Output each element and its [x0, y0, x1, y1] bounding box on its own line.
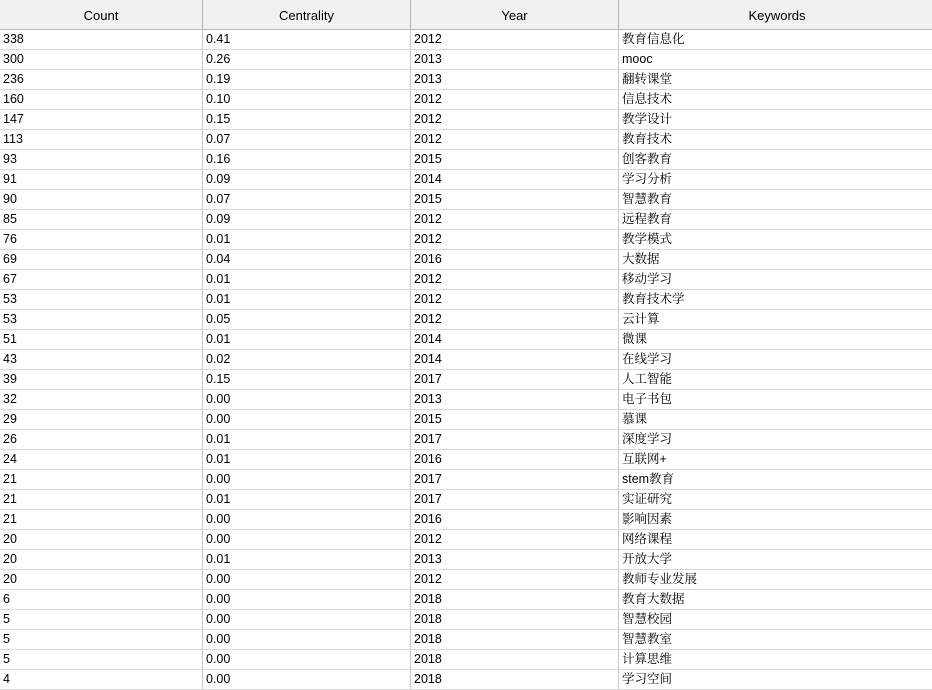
cell-count: 85 [0, 210, 203, 230]
cell-year: 2018 [411, 610, 619, 630]
cell-year: 2017 [411, 430, 619, 450]
column-header-year[interactable]: Year [411, 1, 619, 30]
table-row[interactable] [0, 650, 932, 670]
table-row[interactable] [0, 390, 932, 410]
cell-count: 93 [0, 150, 203, 170]
column-header-keywords[interactable]: Keywords [619, 1, 932, 30]
table-row[interactable] [0, 210, 932, 230]
cell-year: 2015 [411, 410, 619, 430]
cell-year: 2016 [411, 450, 619, 470]
cell-year: 2013 [411, 70, 619, 90]
cell-keyword: 信息技术 [619, 90, 932, 110]
cell-year: 2014 [411, 330, 619, 350]
cell-keyword: 翻转课堂 [619, 70, 932, 90]
cell-year: 2012 [411, 210, 619, 230]
cell-count: 53 [0, 310, 203, 330]
cell-centrality: 0.10 [203, 90, 411, 110]
cell-centrality: 0.16 [203, 150, 411, 170]
cell-centrality: 0.00 [203, 670, 411, 690]
table-row[interactable] [0, 670, 932, 690]
cell-year: 2016 [411, 250, 619, 270]
cell-centrality: 0.00 [203, 470, 411, 490]
cell-keyword: 云计算 [619, 310, 932, 330]
cell-keyword: 教育技术学 [619, 290, 932, 310]
cell-year: 2017 [411, 370, 619, 390]
cell-year: 2018 [411, 650, 619, 670]
table-header-row [0, 1, 932, 30]
cell-count: 4 [0, 670, 203, 690]
cell-keyword: 影响因素 [619, 510, 932, 530]
table-row[interactable] [0, 250, 932, 270]
cell-count: 21 [0, 510, 203, 530]
table-row[interactable] [0, 490, 932, 510]
table-row[interactable] [0, 310, 932, 330]
cell-count: 26 [0, 430, 203, 450]
cell-centrality: 0.01 [203, 450, 411, 470]
cell-centrality: 0.00 [203, 530, 411, 550]
cell-year: 2015 [411, 150, 619, 170]
cell-year: 2012 [411, 30, 619, 50]
table-row[interactable] [0, 590, 932, 610]
cell-count: 67 [0, 270, 203, 290]
table-row[interactable] [0, 230, 932, 250]
cell-keyword: 教师专业发展 [619, 570, 932, 590]
cell-centrality: 0.01 [203, 330, 411, 350]
cell-year: 2015 [411, 190, 619, 210]
table-row[interactable] [0, 190, 932, 210]
cell-year: 2018 [411, 670, 619, 690]
cell-keyword: 开放大学 [619, 550, 932, 570]
table-row[interactable] [0, 270, 932, 290]
cell-count: 29 [0, 410, 203, 430]
cell-count: 24 [0, 450, 203, 470]
table-row[interactable] [0, 410, 932, 430]
table-row[interactable] [0, 130, 932, 150]
cell-year: 2014 [411, 170, 619, 190]
cell-centrality: 0.00 [203, 510, 411, 530]
table-row[interactable] [0, 510, 932, 530]
cell-keyword: 慕课 [619, 410, 932, 430]
cell-centrality: 0.01 [203, 490, 411, 510]
cell-keyword: 实证研究 [619, 490, 932, 510]
cell-keyword: 教学模式 [619, 230, 932, 250]
cell-count: 76 [0, 230, 203, 250]
cell-year: 2012 [411, 270, 619, 290]
cell-count: 21 [0, 470, 203, 490]
cell-centrality: 0.00 [203, 650, 411, 670]
cell-keyword: 大数据 [619, 250, 932, 270]
table-row[interactable] [0, 570, 932, 590]
cell-keyword: stem教育 [619, 470, 932, 490]
cell-count: 300 [0, 50, 203, 70]
cell-keyword: 电子书包 [619, 390, 932, 410]
cell-count: 21 [0, 490, 203, 510]
cell-keyword: 智慧教室 [619, 630, 932, 650]
table-row[interactable] [0, 370, 932, 390]
cell-centrality: 0.01 [203, 270, 411, 290]
cell-keyword: 移动学习 [619, 270, 932, 290]
cell-centrality: 0.01 [203, 430, 411, 450]
cell-keyword: 智慧校园 [619, 610, 932, 630]
cell-centrality: 0.09 [203, 170, 411, 190]
cell-centrality: 0.00 [203, 390, 411, 410]
cell-centrality: 0.00 [203, 630, 411, 650]
cell-centrality: 0.00 [203, 410, 411, 430]
cell-keyword: 教育大数据 [619, 590, 932, 610]
cell-keyword: 远程教育 [619, 210, 932, 230]
cell-keyword: 深度学习 [619, 430, 932, 450]
cell-year: 2013 [411, 50, 619, 70]
cell-count: 113 [0, 130, 203, 150]
cell-keyword: 学习空间 [619, 670, 932, 690]
cell-keyword: 网络课程 [619, 530, 932, 550]
cell-centrality: 0.15 [203, 370, 411, 390]
cell-year: 2018 [411, 630, 619, 650]
table-row[interactable] [0, 350, 932, 370]
cell-keyword: 学习分析 [619, 170, 932, 190]
cell-centrality: 0.09 [203, 210, 411, 230]
cell-year: 2012 [411, 310, 619, 330]
table-row[interactable] [0, 170, 932, 190]
table-row[interactable] [0, 110, 932, 130]
cell-keyword: mooc [619, 50, 932, 70]
cell-count: 69 [0, 250, 203, 270]
cell-count: 5 [0, 610, 203, 630]
cell-centrality: 0.15 [203, 110, 411, 130]
cell-year: 2017 [411, 470, 619, 490]
cell-centrality: 0.41 [203, 30, 411, 50]
cell-keyword: 计算思维 [619, 650, 932, 670]
column-header-centrality[interactable]: Centrality [203, 1, 411, 30]
cell-centrality: 0.01 [203, 550, 411, 570]
cell-count: 53 [0, 290, 203, 310]
cell-keyword: 互联网+ [619, 450, 932, 470]
cell-centrality: 0.07 [203, 190, 411, 210]
table-row[interactable] [0, 630, 932, 650]
table-row[interactable] [0, 290, 932, 310]
cell-centrality: 0.02 [203, 350, 411, 370]
cell-count: 5 [0, 650, 203, 670]
cell-centrality: 0.04 [203, 250, 411, 270]
table-row[interactable] [0, 70, 932, 90]
cell-keyword: 微课 [619, 330, 932, 350]
cell-centrality: 0.26 [203, 50, 411, 70]
cell-count: 20 [0, 570, 203, 590]
table-row[interactable] [0, 330, 932, 350]
table-body [0, 30, 932, 690]
cell-year: 2016 [411, 510, 619, 530]
table-row[interactable] [0, 50, 932, 70]
cell-count: 20 [0, 530, 203, 550]
cell-year: 2012 [411, 530, 619, 550]
table-row[interactable] [0, 30, 932, 50]
cell-year: 2012 [411, 90, 619, 110]
cell-count: 147 [0, 110, 203, 130]
cell-year: 2014 [411, 350, 619, 370]
cell-keyword: 教学设计 [619, 110, 932, 130]
cell-keyword: 教育技术 [619, 130, 932, 150]
cell-centrality: 0.19 [203, 70, 411, 90]
cell-centrality: 0.00 [203, 590, 411, 610]
cell-year: 2012 [411, 230, 619, 250]
cell-year: 2018 [411, 590, 619, 610]
cell-year: 2013 [411, 390, 619, 410]
cell-count: 6 [0, 590, 203, 610]
cell-count: 338 [0, 30, 203, 50]
table-row[interactable] [0, 430, 932, 450]
table-row[interactable] [0, 530, 932, 550]
cell-keyword: 在线学习 [619, 350, 932, 370]
column-header-count[interactable]: Count [0, 1, 203, 30]
cell-year: 2012 [411, 290, 619, 310]
cell-keyword: 智慧教育 [619, 190, 932, 210]
cell-count: 160 [0, 90, 203, 110]
cell-centrality: 0.01 [203, 290, 411, 310]
cell-year: 2013 [411, 550, 619, 570]
cell-year: 2012 [411, 110, 619, 130]
cell-count: 32 [0, 390, 203, 410]
cell-keyword: 人工智能 [619, 370, 932, 390]
table-header [0, 1, 932, 30]
cell-centrality: 0.01 [203, 230, 411, 250]
cell-centrality: 0.07 [203, 130, 411, 150]
table-row[interactable] [0, 550, 932, 570]
cell-count: 51 [0, 330, 203, 350]
cell-count: 236 [0, 70, 203, 90]
table-row[interactable] [0, 150, 932, 170]
cell-count: 90 [0, 190, 203, 210]
cell-centrality: 0.05 [203, 310, 411, 330]
cell-year: 2017 [411, 490, 619, 510]
cell-year: 2012 [411, 130, 619, 150]
cell-keyword: 创客教育 [619, 150, 932, 170]
cell-count: 91 [0, 170, 203, 190]
cell-count: 5 [0, 630, 203, 650]
cell-year: 2012 [411, 570, 619, 590]
table-row[interactable] [0, 470, 932, 490]
cell-count: 43 [0, 350, 203, 370]
cell-keyword: 教育信息化 [619, 30, 932, 50]
cell-count: 20 [0, 550, 203, 570]
cell-centrality: 0.00 [203, 570, 411, 590]
cell-count: 39 [0, 370, 203, 390]
table-row[interactable] [0, 450, 932, 470]
table-row[interactable] [0, 610, 932, 630]
cell-centrality: 0.00 [203, 610, 411, 630]
table-row[interactable] [0, 90, 932, 110]
